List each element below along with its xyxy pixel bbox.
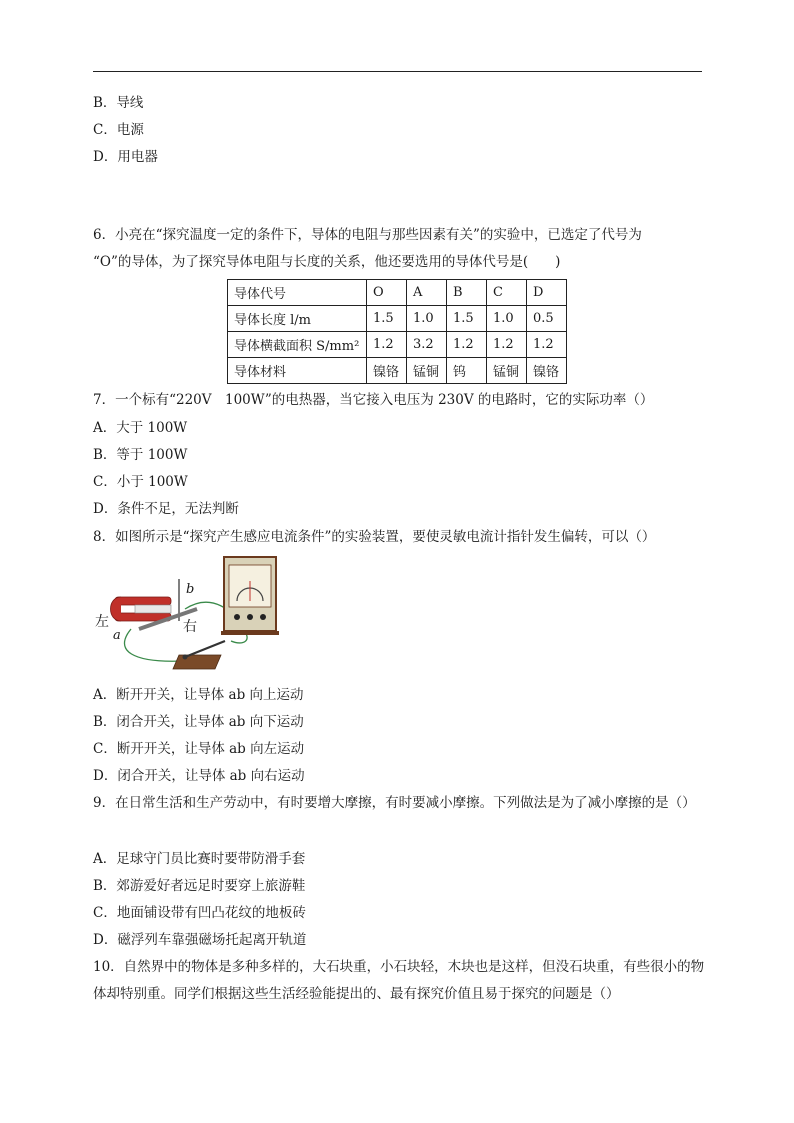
q8-option-a: A．断开开关，让导体 ab 向上运动 [93,687,304,703]
table-cell: 1.2 [487,332,527,358]
table-row [228,332,567,358]
table-cell: 1.5 [447,306,487,332]
table-cell: 1.2 [447,332,487,358]
q8-option-c: C．断开开关，让导体 ab 向左运动 [93,741,305,757]
q8-option-b: B．闭合开关，让导体 ab 向下运动 [93,714,304,730]
q9-option-d: D．磁浮列车靠强磁场托起离开轨道 [93,932,307,948]
q6-stem-line2: “O”的导体，为了探究导体电阻与长度的关系，他还要选用的导体代号是( ) [93,254,561,270]
q7-option-a: A．大于 100W [93,420,188,436]
table-cell: C [487,280,527,306]
q9-option-b: B．郊游爱好者远足时要穿上旅游鞋 [93,878,306,894]
table-cell: 0.5 [527,306,567,332]
q8-stem: 8．如图所示是“探究产生感应电流条件”的实验装置，要使灵敏电流计指针发生偏转，可以（） [93,529,656,545]
q7-stem: 7．一个标有“220V 100W”的电热器，当它接入电压为 230V 的电路时，它的实际功率（） [93,392,654,408]
figure-label-a: a [113,628,121,643]
conductor-table [227,279,567,384]
table-cell: 1.2 [527,332,567,358]
q8-option-d: D．闭合开关，让导体 ab 向右运动 [93,768,305,784]
table-cell: 1.2 [367,332,407,358]
table-cell: 锰铜 [407,358,447,384]
table-cell: 镍铬 [367,358,407,384]
q7-option-c: C．小于 100W [93,474,188,490]
table-row [228,306,567,332]
header-rule [93,71,702,72]
q9-option-a: A．足球守门员比赛时要带防滑手套 [93,851,306,867]
figure-label-b: b [186,582,195,597]
table-row [228,358,567,384]
table-cell: 1.0 [487,306,527,332]
table-cell: 钨 [447,358,487,384]
q5-option-b: B．导线 [93,95,144,111]
table-row [228,280,567,306]
q7-option-b: B．等于 100W [93,447,188,463]
table-cell: 1.0 [407,306,447,332]
table-cell: O [367,280,407,306]
table-cell: 导体材料 [228,358,367,384]
q9-stem: 9．在日常生活和生产劳动中，有时要增大摩擦，有时要减小摩擦。下列做法是为了减小摩擦的是（） [93,795,696,811]
q5-option-d: D．用电器 [93,149,158,165]
table-cell: 导体代号 [228,280,367,306]
figure-label-right: 右 [183,619,197,635]
q9-option-c: C．地面铺设带有凹凸花纹的地板砖 [93,905,306,921]
table-cell: 锰铜 [487,358,527,384]
figure-label-left: 左 [95,614,109,630]
table-cell: 1.5 [367,306,407,332]
table-cell: D [527,280,567,306]
table-cell: 3.2 [407,332,447,358]
table-cell: A [407,280,447,306]
q5-option-c: C．电源 [93,122,144,138]
table-cell: 导体长度 l/m [228,306,367,332]
q6-stem-line1: 6．小亮在“探究温度一定的条件下，导体的电阻与那些因素有关”的实验中，已选定了代号为 [93,227,642,243]
q10-stem: 10．自然界中的物体是多种多样的，大石块重，小石块轻，木块也是这样，但没石块重，有些很小的物体却特别重。同学们根据这些生活经验能提出的、最有探究价值且易于探究的问题是（） [93,959,705,1002]
table-cell: B [447,280,487,306]
q7-option-d: D．条件不足，无法判断 [93,501,239,517]
table-cell: 导体横截面积 S/mm² [228,332,367,358]
induction-apparatus-figure [93,551,283,675]
table-cell: 镍铬 [527,358,567,384]
